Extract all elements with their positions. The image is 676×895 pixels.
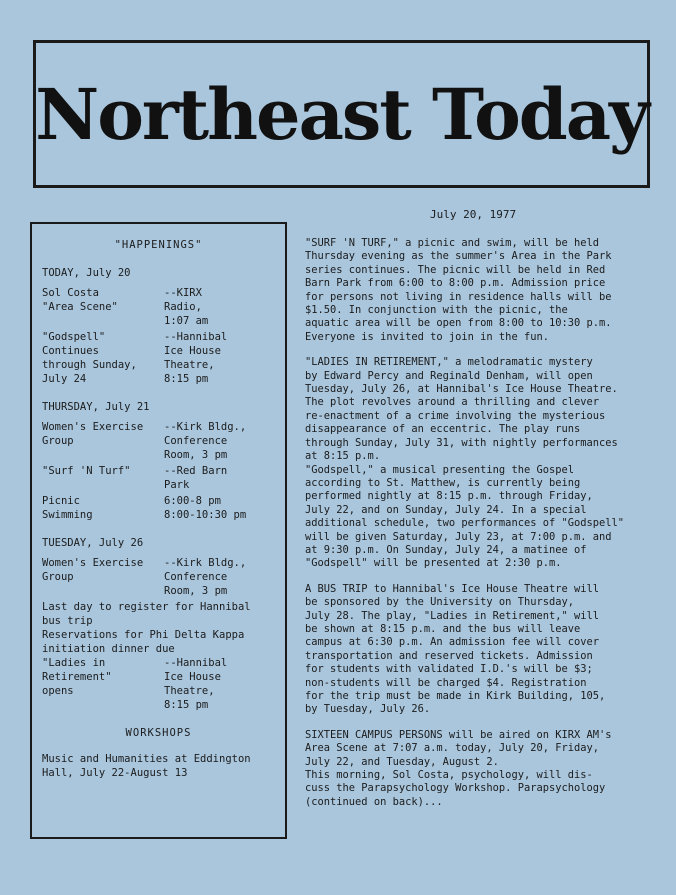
event-name: Women's Exercise Group (42, 421, 144, 447)
event-place: --Hannibal Ice House Theatre, 8:15 pm (164, 657, 228, 711)
event-name: Women's Exercise Group (42, 557, 144, 583)
dateline: July 20, 1977 (430, 208, 517, 221)
main-column (305, 237, 645, 821)
workshops-text: Music and Humanities at Eddington Hall, July 22-August 13 (42, 753, 251, 779)
day-label: TODAY, July 20 (42, 267, 131, 279)
event-place: --Red Barn Park (164, 465, 228, 491)
event-place: --Hannibal Ice House Theatre, 8:15 pm (164, 331, 228, 385)
sidebar-note: Last day to register for Hannibal bus trip (42, 601, 251, 627)
event-place: --Kirk Bldg., Conference Room, 3 pm (164, 557, 247, 597)
sidebar-heading: "HAPPENINGS" (114, 239, 203, 251)
day-label: TUESDAY, July 26 (42, 537, 144, 549)
article-paragraph: A BUS TRIP to Hannibal's Ice House Theatre will be sponsored by the University on Thursday, July 28. The play, "Ladies in Retirement," will be shown at 8:15 p.m. and the bus will leave campus at 6:30 p.m. An admission fee will cover transportation and reserved tickets. Admission for students with validated I.D.'s will be $3; non-students will be charged $4. Registration for the trip must be made in Kirk Building, 105, by Tuesday, July 26. (305, 582, 606, 716)
event-item (42, 556, 275, 598)
workshops-heading: WORKSHOPS (125, 727, 192, 739)
day-section-today (42, 266, 275, 386)
event-item (42, 330, 275, 386)
sidebar-note: Reservations for Phi Delta Kappa initiation dinner due (42, 629, 245, 655)
event-name: "Godspell" Continues through Sunday, July 24 (42, 331, 137, 385)
event-item (42, 494, 275, 522)
event-place: 6:00-8 pm 8:00-10:30 pm (164, 495, 247, 521)
masthead-title: Northeast Today (35, 72, 648, 156)
article-paragraph: "LADIES IN RETIREMENT," a melodramatic mystery by Edward Percy and Reginald Denham, will open Tuesday, July 26, at Hannibal's Ice House Theatre. The plot revolves around a thrilling and clever re-enactment of a crime involving the mysterious disappearance of an eccentric. The play runs through Sunday, July 31, with nightly performances at 8:15 p.m. "Godspell," a musical presenting the Gospel according to St. Matthew, is currently being performed nightly at 8:15 p.m. through Friday, July 22, and on Sunday, July 24. In a special additional schedule, two performances of "Godspell" will be given Saturday, July 23, at 7:00 p.m. and at 9:30 p.m. On Sunday, July 24, a matinee of "Godspell" will be presented at 2:30 p.m. (305, 356, 625, 570)
day-section-tuesday (42, 536, 275, 712)
article-paragraph: SIXTEEN CAMPUS PERSONS will be aired on KIRX AM's Area Scene at 7:07 a.m. today, July 20, Friday, July 22, and Tuesday, August 2. This morning, Sol Costa, psychology, will dis- cuss the Parapsychology Workshop. Parapsychology (continued on back)... (305, 728, 612, 808)
day-label: THURSDAY, July 21 (42, 401, 150, 413)
event-item (42, 464, 275, 492)
event-item (42, 286, 275, 328)
happenings-sidebar (30, 222, 287, 839)
event-place: --KIRX Radio, 1:07 am (164, 287, 209, 327)
event-item (42, 420, 275, 462)
event-name: "Surf 'N Turf" (42, 465, 131, 477)
article-paragraph: "SURF 'N TURF," a picnic and swim, will be held Thursday evening as the summer's Area in the Park series continues. The picnic will be held in Red Barn Park from 6:00 to 8:00 p.m. Admission price for persons not living in residence halls will be $1.50. In conjunction with the picnic, the aquatic area will be open from 8:00 to 10:30 p.m. Everyone is invited to join in the fun. (305, 237, 612, 343)
masthead (33, 40, 650, 188)
event-name: Sol Costa "Area Scene" (42, 287, 118, 313)
event-name: Picnic Swimming (42, 495, 93, 521)
event-name: "Ladies in Retirement" opens (42, 657, 112, 697)
day-section-thursday (42, 400, 275, 522)
event-place: --Kirk Bldg., Conference Room, 3 pm (164, 421, 247, 461)
event-item (42, 656, 275, 712)
